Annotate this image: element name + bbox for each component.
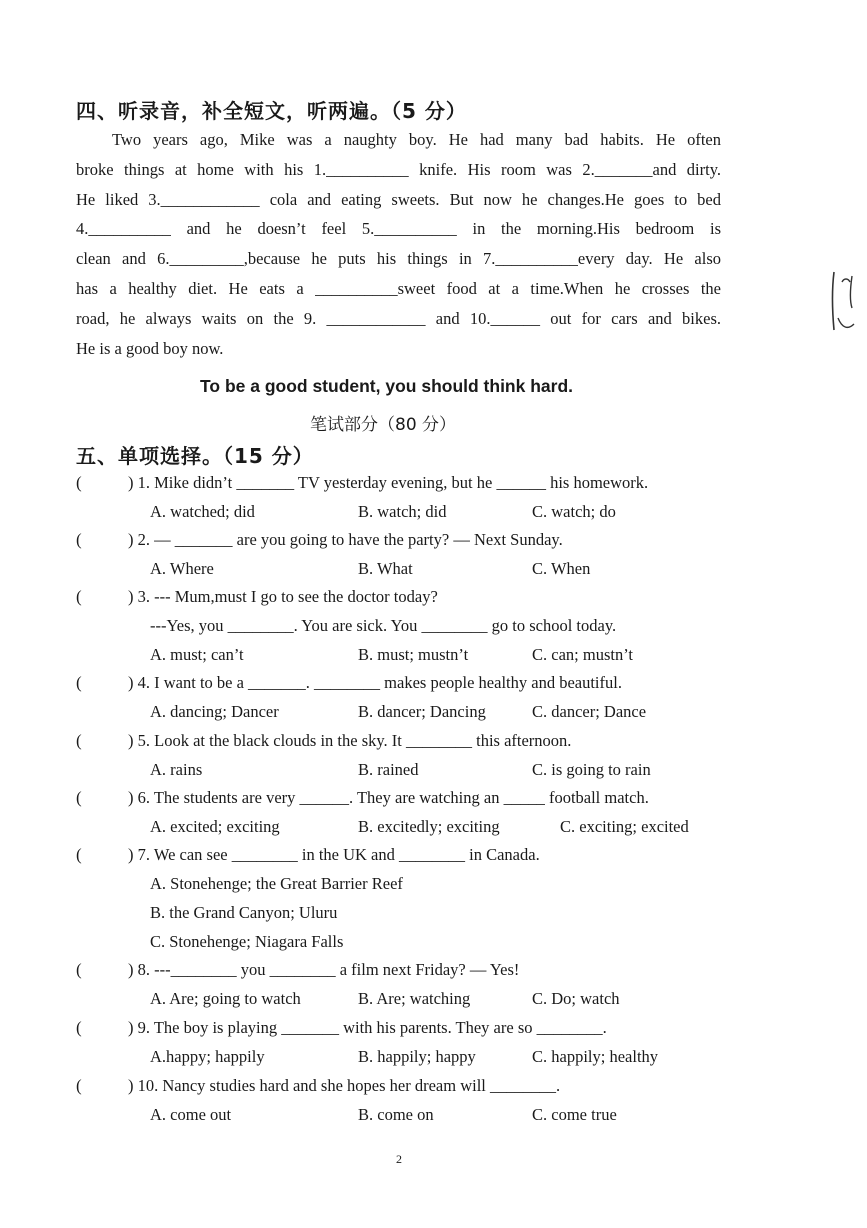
option-b: B. Are; watching [358,989,471,1008]
option-a: A. Are; going to watch [150,989,301,1008]
answer-paren: ( [76,1076,82,1095]
option-b: B. excitedly; exciting [358,817,500,836]
answer-paren: ( [76,530,82,549]
option-b: B. happily; happy [358,1047,476,1066]
option-a: A.happy; happily [150,1047,265,1066]
option-a: A. Where [150,559,214,578]
passage-line: He liked 3.____________ cola and eating sweets. But now he changes.He goes to bed [76,189,721,209]
question-1: ) 1. Mike didn’t _______ TV yesterday evening, but he ______ his homework. [128,473,649,492]
option-a: A. rains [150,760,203,779]
page-number: 2 [396,1152,402,1166]
passage-line: Two years ago, Mike was a naughty boy. He had many bad habits. He often [112,130,721,149]
option-a: A. excited; exciting [150,817,280,836]
question-9: ) 9. The boy is playing _______ with his parents. They are so ________. [128,1018,607,1037]
question-2: ) 2. — _______ are you going to have the party? — Next Sunday. [128,530,563,549]
answer-paren: ( [76,673,82,692]
motto: To be a good student, you should think hard. [200,376,573,396]
option-c: C. Stonehenge; Niagara Falls [150,932,344,951]
option-a: A. watched; did [150,502,255,521]
question-4: ) 4. I want to be a _______. ________ makes people healthy and beautiful. [128,673,622,692]
option-c: C. exciting; excited [560,817,689,836]
passage-line: 4.__________ and he doesn’t feel 5.__________ in the morning.His bedroom is [76,219,721,239]
margin-scribble-icon [828,268,862,340]
question-5: ) 5. Look at the black clouds in the sky. It ________ this afternoon. [128,731,572,750]
answer-paren: ( [76,587,82,606]
option-a: A. must; can’t [150,645,244,664]
option-c: C. When [532,559,591,578]
written-part-heading: 笔试部分（80 分） [310,415,457,435]
passage-line: He is a good boy now. [76,338,224,358]
option-a: A. Stonehenge; the Great Barrier Reef [150,874,403,893]
option-b: B. watch; did [358,502,447,521]
option-b: B. What [358,559,413,578]
question-3-response: ---Yes, you ________. You are sick. You ________ go to school today. [150,616,617,635]
section-4-title: 四、听录音，补全短文，听两遍。（5 分） [76,99,467,123]
option-b: B. rained [358,760,419,779]
passage-line: road, he always waits on the 9. ____________ and 10.______ out for cars and bikes. [76,308,721,328]
question-3: ) 3. --- Mum,must I go to see the doctor today? [128,587,438,606]
option-a: A. dancing; Dancer [150,702,279,721]
answer-paren: ( [76,960,82,979]
option-a: A. come out [150,1105,232,1124]
option-b: B. dancer; Dancing [358,702,486,721]
question-10: ) 10. Nancy studies hard and she hopes her dream will ________. [128,1076,561,1095]
option-b: B. the Grand Canyon; Uluru [150,903,338,922]
listening-passage [76,125,721,363]
option-c: C. watch; do [532,502,616,521]
option-c: C. come true [532,1105,617,1124]
option-c: C. Do; watch [532,989,620,1008]
answer-paren: ( [76,845,82,864]
answer-paren: ( [76,788,82,807]
answer-paren: ( [76,731,82,750]
passage-line: broke things at home with his 1.__________ knife. His room was 2._______and dirty. [76,159,721,179]
passage-line: has a healthy diet. He eats a __________sweet food at a time.When he crosses the [76,278,721,298]
option-c: C. can; mustn’t [532,645,633,664]
answer-paren: ( [76,1018,82,1037]
option-c: C. dancer; Dance [532,702,647,721]
option-c: C. is going to rain [532,760,651,779]
option-c: C. happily; healthy [532,1047,659,1066]
question-8: ) 8. ---________ you ________ a film next Friday? — Yes! [128,960,520,979]
section-5-title: 五、单项选择。（15 分） [76,444,314,468]
passage-line: clean and 6._________,because he puts his things in 7.__________every day. He also [76,249,721,269]
option-b: B. come on [358,1105,434,1124]
option-b: B. must; mustn’t [358,645,469,664]
answer-paren: ( [76,473,82,492]
question-7: ) 7. We can see ________ in the UK and ________ in Canada. [128,845,540,864]
question-6: ) 6. The students are very ______. They are watching an _____ football match. [128,788,649,807]
